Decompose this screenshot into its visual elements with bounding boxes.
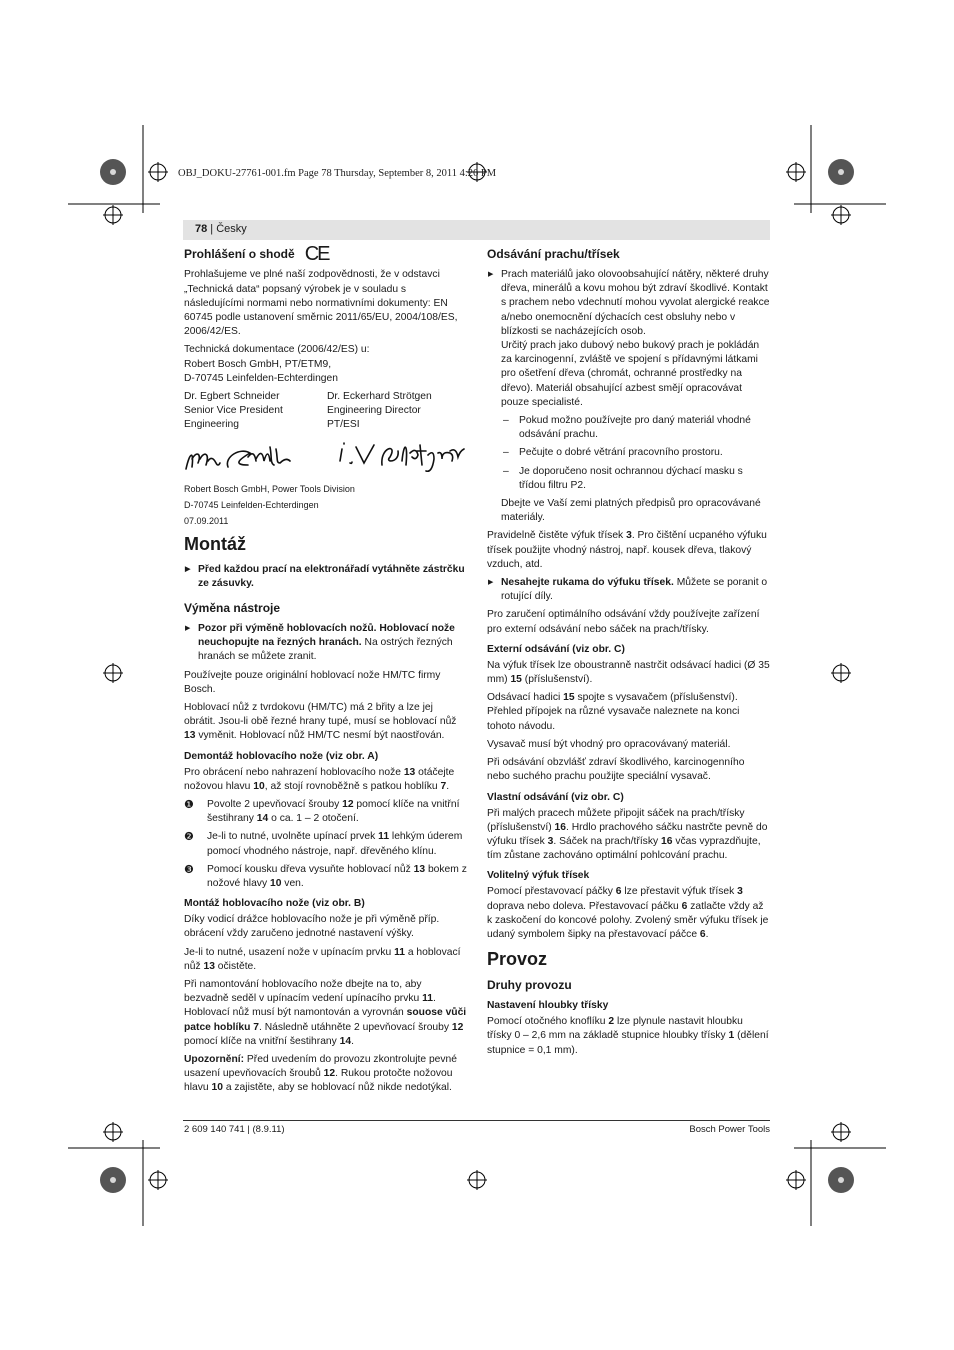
step-2: ❷ Je-li to nutné, uvolněte upínací prvek 11 lehkým úderem pomocí vhodného nástroje, např. dřevěného klínu. (184, 831, 463, 857)
page-number: 78 (195, 223, 208, 235)
tech-doc-company: Robert Bosch GmbH, PT/ETM9, (184, 358, 332, 370)
externi-text-1: Na výfuk třísek lze oboustranně nastrčit odsávací hadici (Ø 35 mm) 15 (příslušenství). (487, 659, 770, 686)
file-header: OBJ_DOKU-27761-001.fm Page 78 Thursday, September 8, 2011 4:26 PM (178, 168, 497, 179)
declaration-date: 07.09.2011 (184, 515, 229, 526)
running-head-language: Česky (216, 223, 247, 235)
dash-item-2: – Pečujte o dobré větrání pracovního prostoru. (487, 446, 770, 460)
signatory-2: Dr. Eckerhard Strötgen Engineering Director PT/ESI (327, 390, 432, 431)
mn-note: Upozornění: Před uvedením do provozu zkontrolujte pevné usazení upevňovacích šroubů 12. Rukou protočte nožovou hlavu 10 a zajistěte, aby se hoblovací nůž nikde nedotýkal. (184, 1054, 457, 1094)
mn-text-1: Díky vodicí drážce hoblovacího nože je při výměně příp. obrácení vždy zaručeno jednotné nastavení výšky. (184, 914, 440, 940)
demontaz-text: Pro obrácení nebo nahrazení hoblovacího nože 13 otáčejte nožovou hlavu 10, až stojí rovnoběžně s patkou hoblíku 7. (184, 766, 455, 792)
odsavani-warning-3: Dbejte ve Vaší zemi platných předpisů pro opracovávané materiály. (501, 498, 761, 524)
left-column (184, 243, 467, 1100)
vlastni-text: Při malých pracech můžete připojit sáček na prach/třísky (příslušenství) 16. Hrdlo prachového sáčku nastrčte pevně do výfuku třísek 3. Sáček na prach/třísky 16 včas vyprazdňujte, tím zůstane zachováno optimální pohlcování prachu. (487, 807, 768, 862)
vymena-warning: ▶ Pozor při výměně hoblovacích nožů. Hoblovací nože neuchopujte na řezných hranách. Na ostrých řezných hranách se můžete zranit. (184, 622, 467, 665)
volitelny-text: Pomocí přestavovací páčky 6 lze přestavit výfuk třísek 3 doprava nebo doleva. Přestavovací páčku 6 zatlačte vždy až k zaskočení do koncové polohy. Zvolený směr výfuku třísek je udaný symbolem šipky na přestavovací páčce 6. (487, 886, 769, 940)
hloubka-text: Pomocí otočného knoflíku 2 lze plynule nastavit hloubku třísky 0 – 2,6 mm na základě stupnice hloubky třísky 1 (dělení stupnice = 0,1 mm). (487, 1016, 769, 1056)
demontaz-heading: Demontáž hoblovacího nože (viz obr. A) (184, 750, 379, 762)
dash-item-3: – Je doporučeno nosit ochrannou dýchací masku s třídou filtru P2. (487, 465, 770, 493)
step-1: ❶ Povolte 2 upevňovací šrouby 12 pomocí klíče na vnitřní šestihrany 14 o ca. 1 – 2 otočení. (184, 799, 460, 825)
company-address: D-70745 Leinfelden-Echterdingen (184, 499, 319, 510)
footer-rule (183, 1120, 770, 1121)
odsavani-text-2: Pravidelně čistěte výfuk třísek 3. Pro čištění ucpaného výfuku třísek použijte vhodný nástroj, např. kousek dřeva, tlakový vzduch, atd. (487, 530, 767, 570)
subsection-odsavani: Odsávání prachu/třísek (487, 247, 620, 261)
odsavani-text-3: Pro zaručení optimálního odsávání vždy používejte zařízení pro externí odsávání nebo sáček na prach/třísky. (487, 609, 760, 635)
externi-text-2: Odsávací hadici 15 spojte s vysavačem (příslušenství). Přehled přípojek na různé vysavače naleznete na konci tohoto návodu. (487, 692, 740, 732)
signatory-1: Dr. Egbert Schneider Senior Vice President Engineering (184, 390, 283, 431)
company-name: Robert Bosch GmbH, Power Tools Division (184, 483, 355, 494)
odsavani-warning-2: Určitý prach jako dubový nebo bukový prach je pokládán za karcinogenní, zvláště ve spojení s přídavnými látkami pro ošetření dřeva (chromát, ochranné prostředky na dřevo). Materiál obsahující azbest smějí opracovávat pouze specialisté. (501, 340, 760, 408)
mn-text-2: Je-li to nutné, usazení nože v upínacím prvku 11 a hoblovací nůž 13 očistěte. (184, 946, 461, 972)
subsection-vymena: Výměna nástroje (184, 600, 281, 615)
running-head-sep: | (207, 223, 217, 235)
footer-brand: Bosch Power Tools (689, 1124, 770, 1135)
hloubka-heading: Nastavení hloubky třísky (487, 1000, 609, 1012)
vlastni-heading: Vlastní odsávání (viz obr. C) (487, 791, 624, 803)
declaration-heading (184, 243, 467, 266)
handwritten-signature (184, 437, 474, 483)
montaz-noze-heading: Montáž hoblovacího nože (viz obr. B) (184, 898, 365, 910)
section-montaz: Montáž (184, 533, 246, 554)
vymena-text-1: Používejte pouze originální hoblovací nože HM/TC firmy Bosch. (184, 669, 441, 695)
ce-mark-icon: CE (304, 243, 329, 266)
volitelny-heading: Volitelný výfuk třísek (487, 870, 590, 882)
declaration-title: Prohlášení o shodě (184, 247, 295, 261)
footer-part-number: 2 609 140 741 | (8.9.11) (184, 1124, 285, 1135)
step-3: ❸ Pomocí kousku dřeva vysuňte hoblovací nůž 13 bokem z nožové hlavy 10 ven. (184, 863, 467, 890)
tech-doc-line: Technická dokumentace (2006/42/ES) u: (184, 344, 370, 356)
montaz-warning: ▶ Před každou prací na elektronářadí vytáhněte zástrčku ze zásuvky. (184, 563, 467, 591)
vymena-text-2: Hoblovací nůž z tvrdokovu (HM/TC) má 2 břity a lze jej obrátit. Jsou-li obě řezné hrany tupé, musí se hoblovací nůž 13 vyměnit. Hoblovací nůž HM/TC nesmí být naostřován. (184, 701, 457, 742)
running-head (183, 220, 770, 240)
mn-text-3: Při namontování hoblovacího nože dbejte na to, aby bezvadně seděl v upínacím vedení upínacího prvku 11. Hoblovací nůž musí být namontován a vyrovnán souose vůči patce hoblíku 7. Následně utáhněte 2 upevňovací šrouby 12 pomocí klíče na vnitřní šestihrany 14. (184, 979, 467, 1047)
signature-image (184, 437, 467, 483)
declaration-text: Prohlašujeme ve plné naší zodpovědnosti, že v odstavci „Technická data“ popsaný výrobek je v souladu s následujícími normami nebo normativními dokumenty: EN 60745 podle ustanovení směrnic 2011/65/EU, 2004/108/ES, 2006/42/ES. (184, 269, 458, 338)
externi-heading: Externí odsávání (viz obr. C) (487, 643, 625, 655)
section-provoz: Provoz (487, 949, 548, 970)
externi-text-4: Při odsávání obzvlášť zdraví škodlivého, karcinogenního nebo suchého prachu použijte speciální vysavač. (487, 757, 745, 783)
signatories (184, 390, 467, 433)
externi-text-3: Vysavač musí být vhodný pro opracovávaný materiál. (487, 738, 731, 750)
dash-item-1: – Pokud možno používejte pro daný materiál vhodné odsávání prachu. (487, 414, 770, 442)
odsavani-warning-hands: ▶ Nesahejte rukama do výfuku třísek. Můžete se poranit o rotující díly. (487, 576, 770, 604)
right-column (487, 247, 770, 1062)
subsection-druhy: Druhy provozu (487, 978, 572, 993)
odsavani-warning: ▶ Prach materiálů jako olovoobsahující nátěry, některé druhy dřeva, minerálů a kovu mohou být zdraví škodlivé. Kontakt s prachem nebo vdechnutí mohou vyvolat alergické reakce a/nebo onemocnění dýchacích cest obsluhy nebo v blízkosti se nacházejících osob. (487, 268, 770, 339)
tech-doc-address: D-70745 Leinfelden-Echterdingen (184, 372, 338, 384)
